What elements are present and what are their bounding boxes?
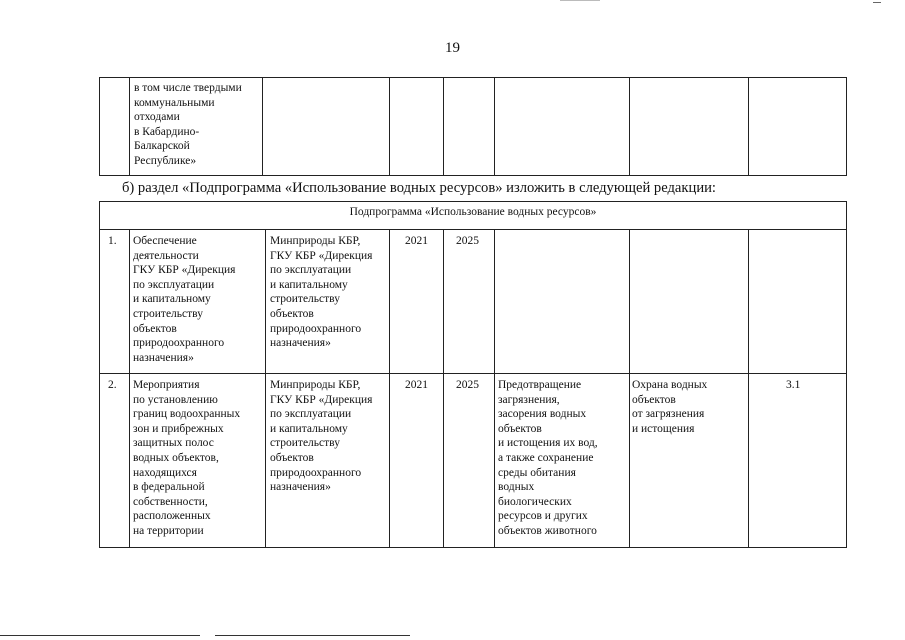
row-number: 2. <box>108 379 117 391</box>
row-activity-name: Обеспечение деятельности ГКУ КБР «Дирекция по эксплуатации и капитальному строительству объектов природоохранного назначения» <box>133 235 236 364</box>
row-expected-result: Предотвращение загрязнения, засорения водных объектов и истощения их вод, а также сохранение среды обитания водных биологических ресурсов и других объектов животного <box>498 379 598 537</box>
subprogram-title: Подпрограмма «Использование водных ресурсов» <box>349 206 597 218</box>
row-consequence: Охрана водных объектов от загрязнения и истощения <box>632 379 708 435</box>
row-start-year: 2021 <box>405 235 428 247</box>
row-end-year: 2025 <box>456 379 479 391</box>
row-end-year: 2025 <box>456 235 479 247</box>
amendment-instruction: б) раздел «Подпрограмма «Использование водных ресурсов» изложить в следующей редакции: <box>122 180 716 196</box>
row-start-year: 2021 <box>405 379 428 391</box>
row-executor: Минприроды КБР, ГКУ КБР «Дирекция по эксплуатации и капитальному строительству объектов природоохранного назначения» <box>270 235 373 350</box>
scan-artifact-mark <box>560 0 600 1</box>
footer-rule-right <box>215 635 410 636</box>
scan-corner-mark <box>873 2 881 3</box>
footer-rule-left <box>0 635 200 636</box>
row-executor: Минприроды КБР, ГКУ КБР «Дирекция по эксплуатации и капитальному строительству объектов природоохранного назначения» <box>270 379 373 494</box>
row-activity-name: Мероприятия по установлению границ водоохранных зон и прибрежных защитных полос водных объектов, находящихся в федеральной собственности, расположенных на территории <box>133 379 241 537</box>
top-table-cell-name: в том числе твердыми коммунальными отходами в Кабардино- Балкарской Республике» <box>134 82 242 167</box>
page-number: 19 <box>445 40 460 56</box>
row-indicator-link: 3.1 <box>786 379 801 391</box>
row-number: 1. <box>108 235 117 247</box>
